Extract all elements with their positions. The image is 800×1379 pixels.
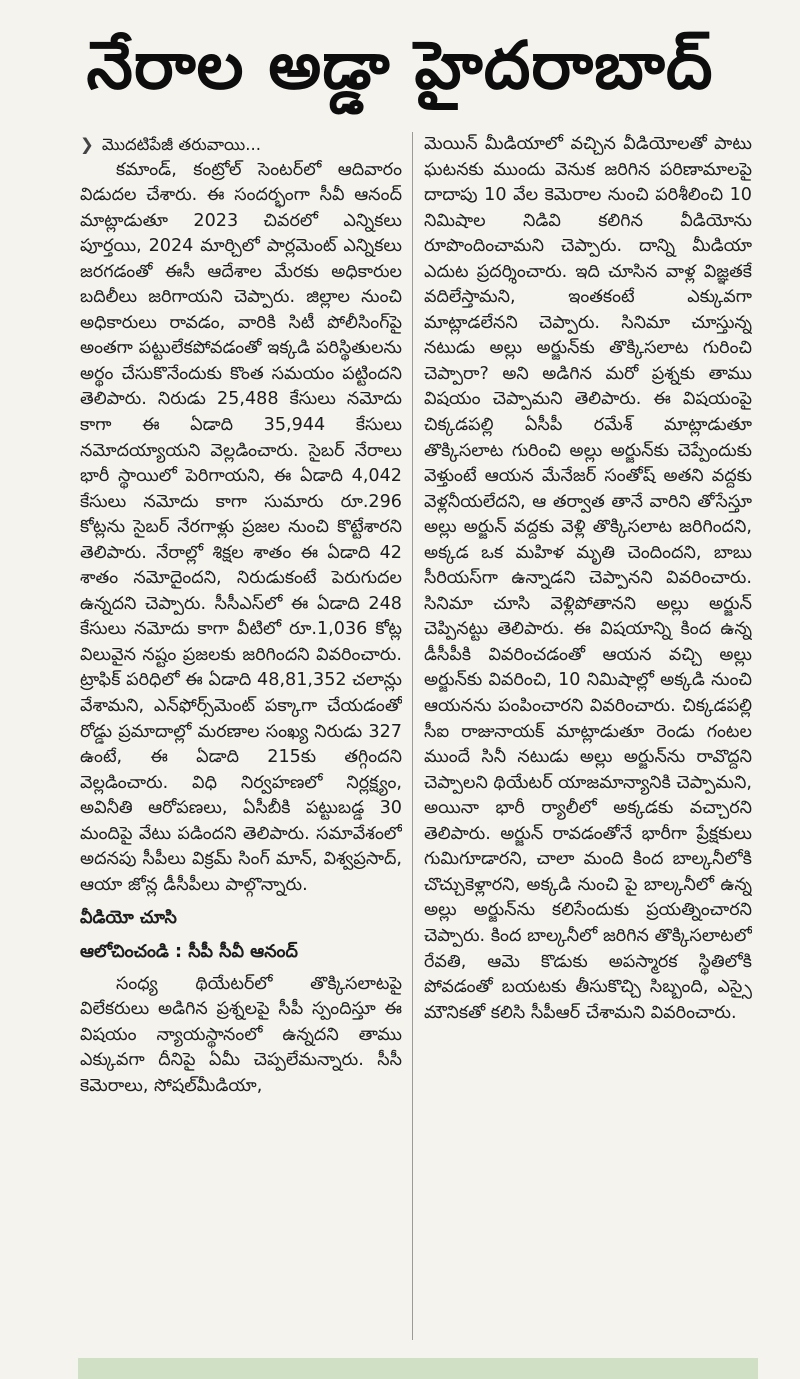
subheading-line-2: ఆలోచించండి : సీపీ సీవీ ఆనంద్ (80, 941, 298, 962)
body-paragraph: సంధ్య థియేటర్‌లో తొక్కిసలాటపై విలేకరులు అడిగిన ప్రశ్నలపై సీపీ స్పందిస్తూ ఈ విషయం న్యాయస్థానంలో ఉన్నదని తాము ఎక్కువగా దీనిపై ఏమీ చెప్పలేమన్నారు. సీసీ కెమెరాలు, సోషల్‌మీడియా, (80, 973, 402, 1096)
left-column (80, 132, 402, 1347)
continued-line (80, 132, 402, 158)
body-paragraph: కమాండ్, కంట్రోల్ సెంటర్‌లో ఆదివారం విడుదల చేశారు. ఈ సందర్భంగా సీవీ ఆనంద్ మాట్లాడుతూ 2023 చివరలో ఎన్నికలు పూర్తయి, 2024 మార్చిలో పార్లమెంట్ ఎన్నికలు జరగడంతో ఈసీ ఆదేశాల మేరకు అధికారుల బదిలీలు జరిగాయని చెప్పారు. జిల్లాల నుంచి అధికారులు రావడం, వారికి సిటీ పోలీసింగ్‌పై అంతగా పట్టులేకపోవడంతో ఇక్కడి పరిస్థితులను అర్థం చేసుకొనేందుకు కొంత సమయం పట్టిందని తెలిపారు. నిరుడు 25,488 కేసులు నమోదు కాగా ఈ ఏడాది 35,944 కేసులు నమోదయ్యాయని వెల్లడించారు. సైబర్ నేరాలు భారీ స్థాయిలో పెరిగాయని, ఈ ఏడాది 4,042 కేసులు నమోదు కాగా సుమారు రూ.296 కోట్లను సైబర్ నేరగాళ్లు ప్రజల నుంచి కొట్టేశారని తెలిపారు. నేరాల్లో శిక్షల శాతం ఈ ఏడాది 42 శాతం నమోదైందని, నిరుడుకంటే పెరుగుదల ఉన్నదని చెప్పారు. సీసీఎస్‌లో ఈ ఏడాది 248 కేసులు నమోదు కాగా వీటిలో రూ.1,036 కోట్ల విలువైన నష్టం ప్రజలకు జరిగిందని వివరించారు. ట్రాఫిక్ పరిధిలో ఈ ఏడాది 48,81,352 చలాన్లు వేశామని, ఎన్‌ఫోర్స్‌మెంట్ పక్కాగా చేయడంతో రోడ్డు ప్రమాదాల్లో మరణాల సంఖ్య నిరుడు 327 ఉంటే, ఈ ఏడాది 215కు తగ్గిందని వెల్లడించారు. విధి నిర్వహణలో నిర్లక్ష్యం, అవినీతి ఆరోపణలు, ఏసీబీకి పట్టుబడ్డ 30 మందిపై వేటు పడిందని తెలిపారు. సమావేశంలో అదనపు సీపీలు విక్రమ్ సింగ్ మాన్, విశ్వప్రసాద్, ఆయా జోన్ల డీసీపీలు పాల్గొన్నారు. (80, 159, 402, 895)
subheading-line-1: వీడియో చూసి (80, 908, 177, 929)
article-headline: నేరాల అడ్డా హైదరాబాద్ (86, 27, 714, 104)
column-divider (412, 132, 413, 1340)
next-article-band (78, 1358, 758, 1379)
right-column (424, 132, 752, 1347)
body-paragraph: మెయిన్ మీడియాలో వచ్చిన వీడియోలతో పాటు ఘటనకు ముందు వెనుక జరిగిన పరిణామాలపై దాదాపు 10 వేల కెమెరాల నుంచి పరిశీలించి 10 నిమిషాల నిడివి కలిగిన వీడియోను రూపొందించామని చెప్పారు. దాన్ని మీడియా ఎదుట ప్రదర్శించారు. ఇది చూసిన వాళ్ల విజ్ఞతకే వదిలేస్తామని, ఇంతకంటే ఎక్కువగా మాట్లాడలేనని చెప్పారు. సినిమా చూస్తున్న నటుడు అల్లు అర్జున్‌కు తొక్కిసలాట గురించి చెప్పారా? అని అడిగిన మరో ప్రశ్నకు తాము విషయం చెప్పామని తెలిపారు. ఈ విషయంపై చిక్కడపల్లి ఏసీపీ రమేశ్ మాట్లాడుతూ తొక్కిసలాట గురించి అల్లు అర్జున్‌కు చెప్పేందుకు వెళ్తుంటే ఆయన మేనేజర్ సంతోష్ అతని వద్దకు వెళ్లనీయలేదని, ఆ తర్వాత తానే వారిని తోసేస్తూ అల్లు అర్జున్ వద్దకు వెళ్లి తొక్కిసలాట జరిగిందని, అక్కడ ఒక మహిళ మృతి చెందిందని, బాబు సీరియస్‌గా ఉన్నాడని చెప్పానని వివరించారు. సినిమా చూసి వెళ్లిపోతానని అల్లు అర్జున్ చెప్పినట్టు తెలిపారు. ఈ విషయాన్ని కింద ఉన్న డీసీపీకి వివరించడంతో ఆయన వచ్చి అల్లు అర్జున్‌కు వివరించి, 10 నిమిషాల్లో అక్కడి నుంచి ఆయనను పంపించారని వివరించారు. చిక్కడపల్లి సీఐ రాజునాయక్ మాట్లాడుతూ రెండు గంటల ముందే సినీ నటుడు అల్లు అర్జున్‌ను రావొద్దని చెప్పాలని థియేటర్ యాజమాన్యానికి చెప్పామని, అయినా భారీ ర్యాలీలో అక్కడకు వచ్చారని తెలిపారు. అర్జున్ రావడంతోనే భారీగా ప్రేక్షకులు గుమిగూడారని, చాలా మంది కింద బాల్కనీలోకి చొచ్చుకెళ్లారని, అక్కడి నుంచి పై బాల్కనీలో ఉన్న అల్లు అర్జున్‌ను కలిసేందుకు ప్రయత్నించారని చెప్పారు. కింద బాల్కనీలో జరిగిన తొక్కిసలాటలో రేవతి, ఆమె కొడుకు అపస్మారక స్థితిలోకి పోవడంతో బయటకు తీసుకొచ్చి సిబ్బంది, ఎస్సై మౌనికతో కలిసి సీపీఆర్ చేశామని వివరించారు. (424, 134, 752, 1023)
continued-from-text: మొదటిపేజీ తరువాయి... (101, 135, 261, 154)
chevron-right-icon: ❯ (80, 135, 94, 154)
